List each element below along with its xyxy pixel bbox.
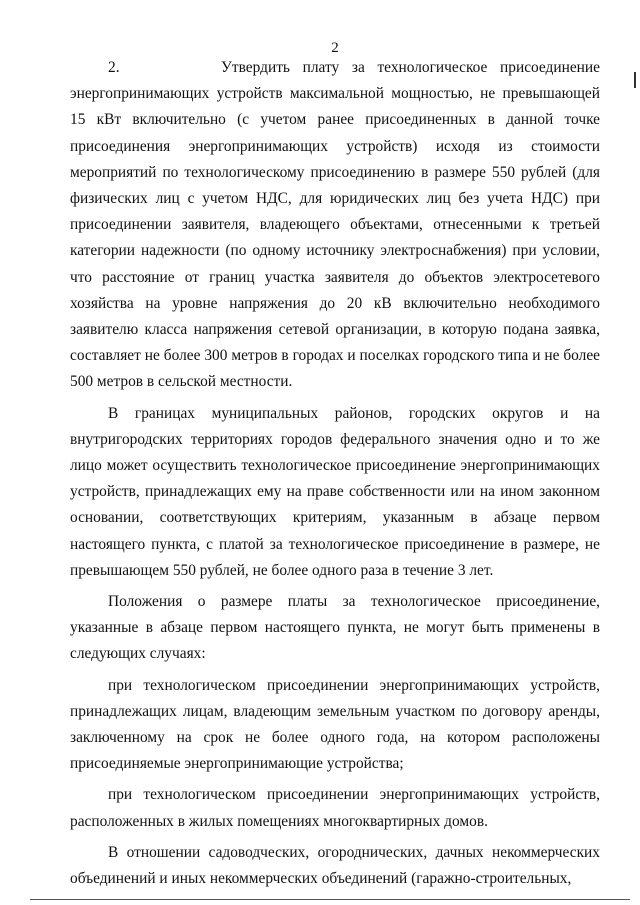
paragraph-nonprofit-associations: В отношении садоводческих, огороднических, дачных некоммерческих объединений и иных некоммерческих объединений (гаражно-строительных, — [70, 843, 600, 888]
paragraph-exception-apartments: при технологическом присоединении энергопринимающих устройств, расположенных в жилых помещениях многоквартирных домов. — [70, 786, 600, 830]
page-number: 2 — [331, 40, 339, 56]
paragraph-one-time-limit: В границах муниципальных районов, городских округов и на внутригородских территориях городов федерального значения одно и то же лицо может осуществить технологическое присоединение энергопринимающих устройств, принадлежащих ему на праве собственности или на ином законном основании, соответствующих критериям, указанным в абзаце первом настоящего пункта, с платой за технологическое присоединение в размере, не превышающем 550 рублей, не более одного раза в течение 3 лет. — [70, 404, 600, 579]
bottom-scan-line — [30, 899, 630, 900]
paragraph-exceptions-intro: Положения о размере платы за технологическое присоединение, указанные в абзаце первом настоящего пункта, не могут быть применены в следующих случаях: — [70, 593, 600, 663]
paragraph-item-2: 2. Утвердить плату за технологическое присоединение энергопринимающих устройств максимальной мощностью, не превышающей 15 кВт включительно (с учетом ранее присоединенных в данной точке присоединения энергопринимающих устройств) исходя из стоимости мероприятий по технологическому присоединению в размере 550 рублей (для физических лиц с учетом НДС, для юридических лиц без учета НДС) при присоединении заявителя, владеющего объектами, отнесенными к третьей категории надежности (по одному источнику электроснабжения) при условии, что расстояние от границ участка заявителя до объектов электросетевого хозяйства на уровне напряжения до 20 кВ включительно необходимого заявителю класса напряжения сетевой организации, в которую подана заявка, составляет не более 300 метров в городах и поселках городского типа и не более 500 метров в сельской местности. — [70, 59, 600, 391]
paragraph-exception-lease: при технологическом присоединении энергопринимающих устройств, принадлежащих лицам, владеющим земельным участком по договору аренды, заключенному на срок не более одного года, на котором расположены присоединяемые энергопринимающие устройства; — [70, 676, 600, 773]
document-body — [70, 55, 600, 892]
scan-edge-mark — [634, 72, 636, 88]
